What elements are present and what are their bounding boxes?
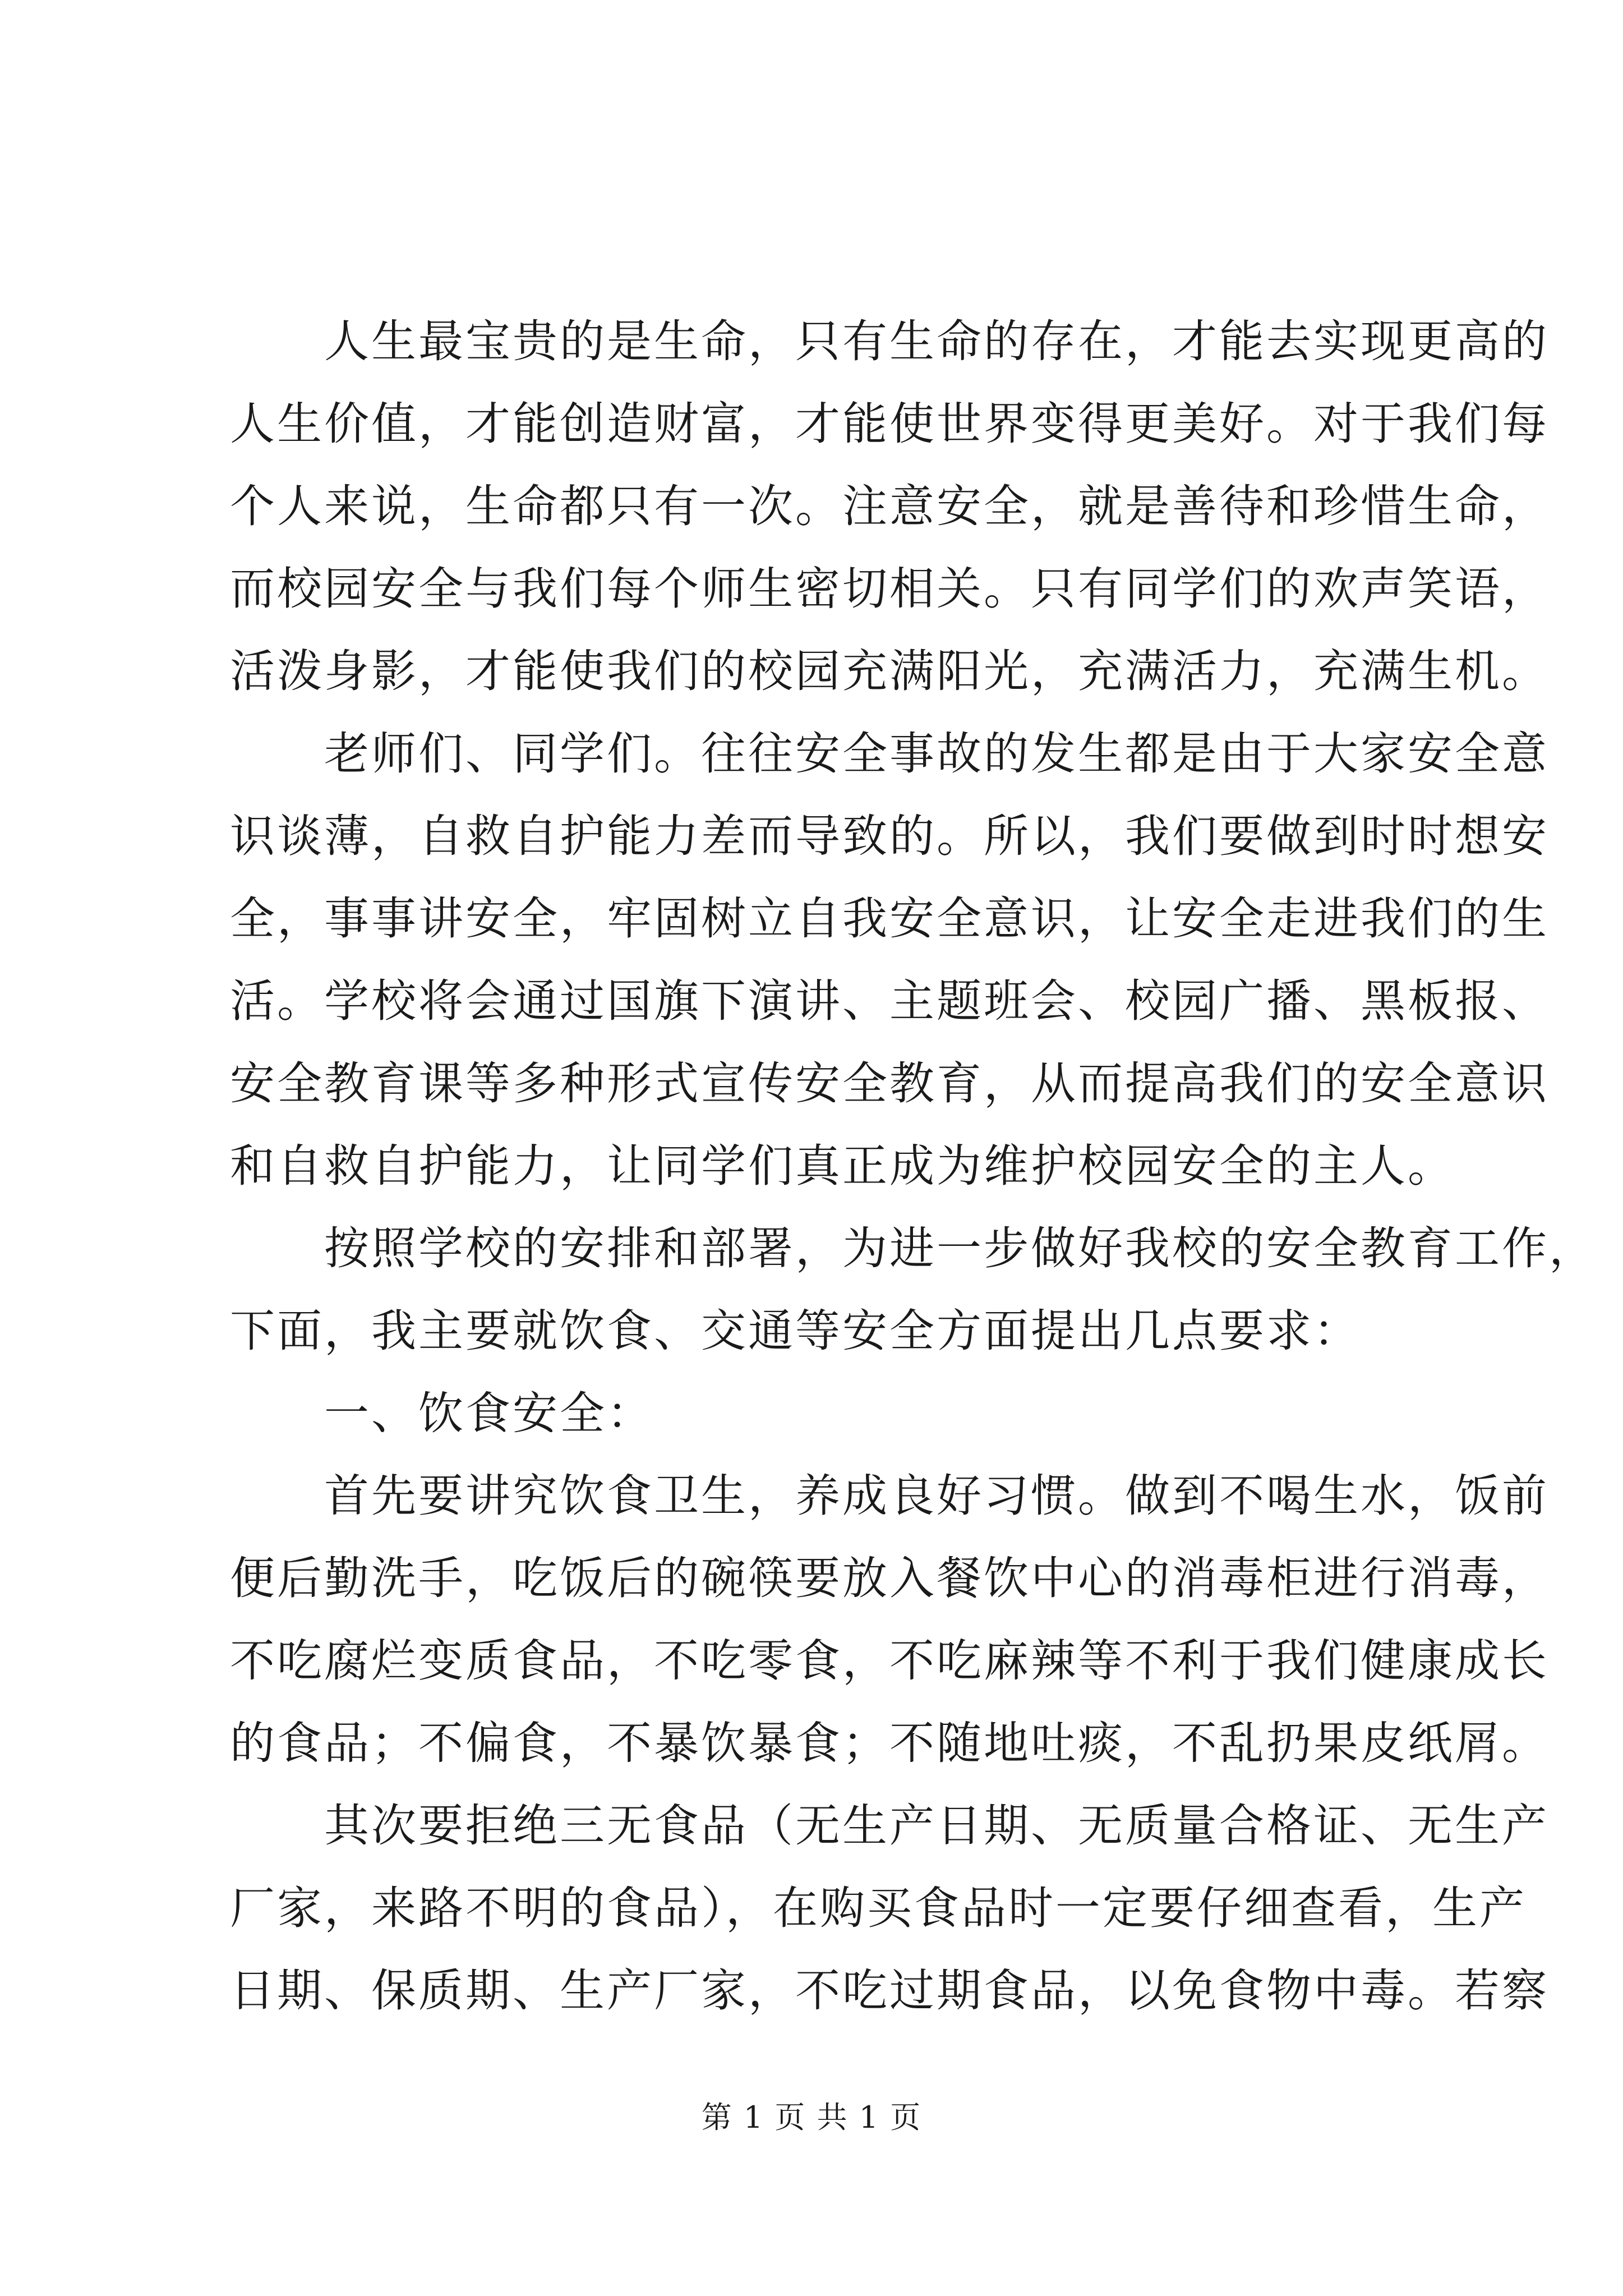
text-line: 厂家，来路不明的食品），在购买食品时一定要仔细查看，生产 xyxy=(230,1882,1527,1934)
text-line: 和自救自护能力，让同学们真正成为维护校园安全的主人。 xyxy=(230,1140,1455,1192)
text-line: 而校园安全与我们每个师生密切相关。只有同学们的欢声笑语， xyxy=(230,563,1549,615)
text-line: 安全教育课等多种形式宣传安全教育，从而提高我们的安全意识 xyxy=(230,1057,1549,1110)
text-line: 下面，我主要就饮食、交通等安全方面提出几点要求： xyxy=(230,1305,1361,1357)
text-line: 人生最宝贵的是生命，只有生命的存在，才能去实现更高的 xyxy=(230,315,1549,367)
text-line: 人生价值，才能创造财富，才能使世界变得更美好。对于我们每 xyxy=(230,398,1549,450)
text-line: 老师们、同学们。往往安全事故的发生都是由于大家安全意 xyxy=(230,728,1549,780)
text-line: 识谈薄，自救自护能力差而导致的。所以，我们要做到时时想安 xyxy=(230,810,1549,862)
text-line: 不吃腐烂变质食品，不吃零食，不吃麻辣等不利于我们健康成长 xyxy=(230,1635,1549,1687)
page-number-footer: 第 1 页 共 1 页 xyxy=(701,2100,922,2135)
text-line: 便后勤洗手，吃饭后的碗筷要放入餐饮中心的消毒柜进行消毒， xyxy=(230,1552,1549,1604)
text-line: 首先要讲究饮食卫生，养成良好习惯。做到不喝生水，饭前 xyxy=(230,1470,1549,1522)
text-line: 日期、保质期、生产厂家，不吃过期食品，以免食物中毒。若察 xyxy=(230,1964,1549,2017)
text-line: 全，事事讲安全，牢固树立自我安全意识，让安全走进我们的生 xyxy=(230,892,1549,945)
text-line: 活泼身影，才能使我们的校园充满阳光，充满活力，充满生机。 xyxy=(230,645,1549,697)
text-line: 的食品；不偏食，不暴饮暴食；不随地吐痰，不乱扔果皮纸屑。 xyxy=(230,1717,1549,1769)
document-body xyxy=(230,300,1596,2032)
section-heading: 一、饮食安全： xyxy=(230,1387,654,1439)
text-line: 按照学校的安排和部署，为进一步做好我校的安全教育工作， xyxy=(230,1222,1596,1274)
text-line: 活。学校将会通过国旗下演讲、主题班会、校园广播、黑板报、 xyxy=(230,975,1549,1027)
text-line: 个人来说，生命都只有一次。注意安全，就是善待和珍惜生命， xyxy=(230,480,1549,532)
text-line: 其次要拒绝三无食品（无生产日期、无质量合格证、无生产 xyxy=(230,1800,1549,1852)
